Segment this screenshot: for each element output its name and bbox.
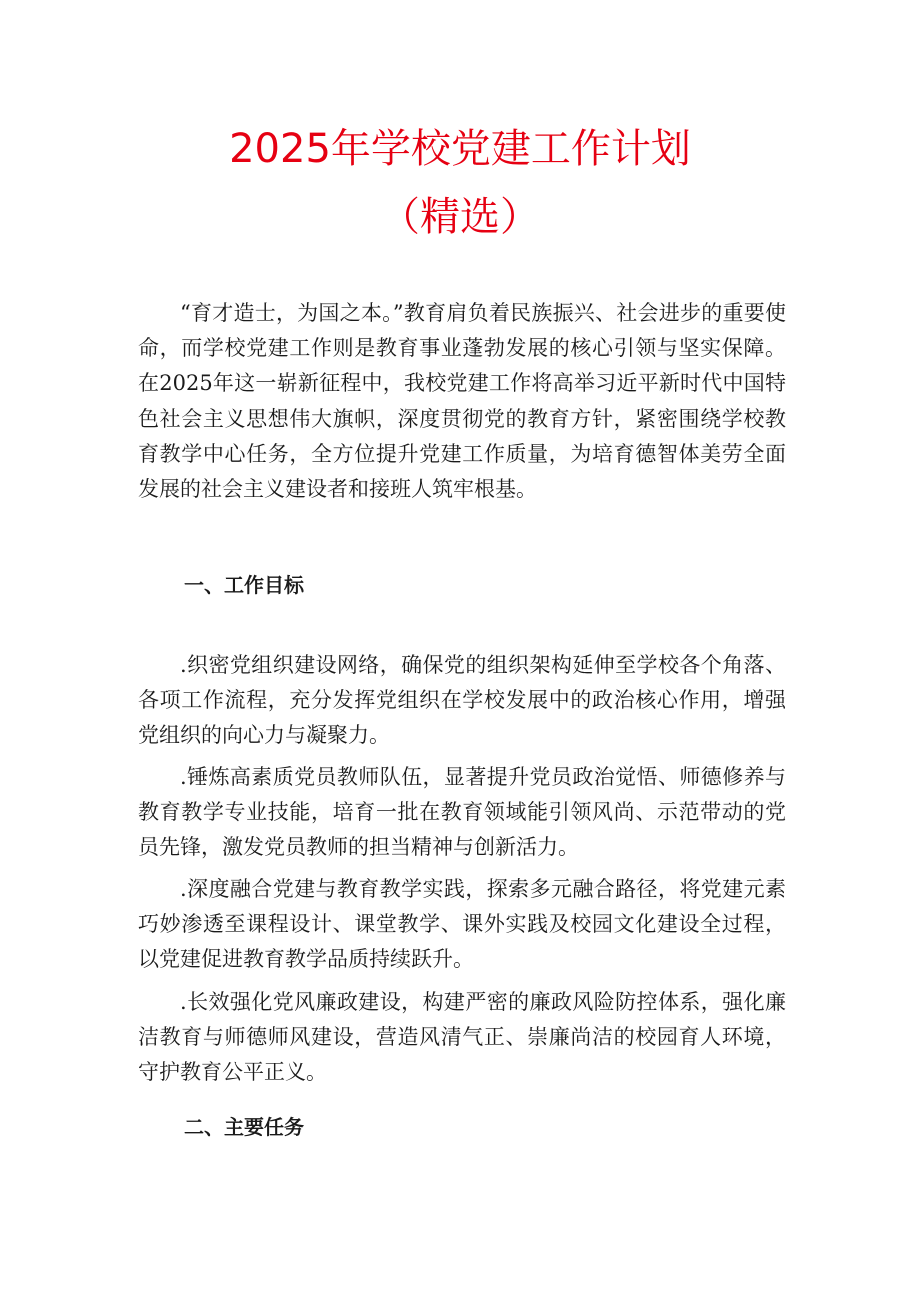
section-heading-tasks: 二、主要任务	[184, 1115, 304, 1139]
document-subtitle: （精选）	[380, 194, 540, 240]
goal-paragraph: .长效强化党风廉政建设，构建严密的廉政风险防控体系，强化廉洁教育与师德师风建设，营造风清气正、崇廉尚洁的校园育人环境，守护教育公平正义。	[138, 990, 786, 1085]
intro-paragraph: “育才造士，为国之本。”教育肩负着民族振兴、社会进步的重要使命，而学校党建工作则是教育事业蓬勃发展的核心引领与坚实保障。在2025年这一崭新征程中，我校党建工作将高举习近平新时代中国特色社会主义思想伟大旗帜，深度贯彻党的教育方针，紧密围绕学校教育教学中心任务，全方位提升党建工作质量，为培育德智体美劳全面发展的社会主义建设者和接班人筑牢根基。	[138, 301, 786, 502]
goal-paragraph: .锤炼高素质党员教师队伍，显著提升党员政治觉悟、师德修养与教育教学专业技能，培育一批在教育领域能引领风尚、示范带动的党员先锋，激发党员教师的担当精神与创新活力。	[138, 765, 786, 860]
goal-paragraph: .织密党组织建设网络，确保党的组织架构延伸至学校各个角落、各项工作流程，充分发挥党组织在学校发展中的政治核心作用，增强党组织的向心力与凝聚力。	[138, 653, 786, 748]
section-heading-goals: 一、工作目标	[184, 573, 304, 597]
document-title: 2025年学校党建工作计划	[229, 126, 691, 172]
goal-paragraph: .深度融合党建与教育教学实践，探索多元融合路径，将党建元素巧妙渗透至课程设计、课堂教学、课外实践及校园文化建设全过程，以党建促进教育教学品质持续跃升。	[138, 877, 786, 972]
